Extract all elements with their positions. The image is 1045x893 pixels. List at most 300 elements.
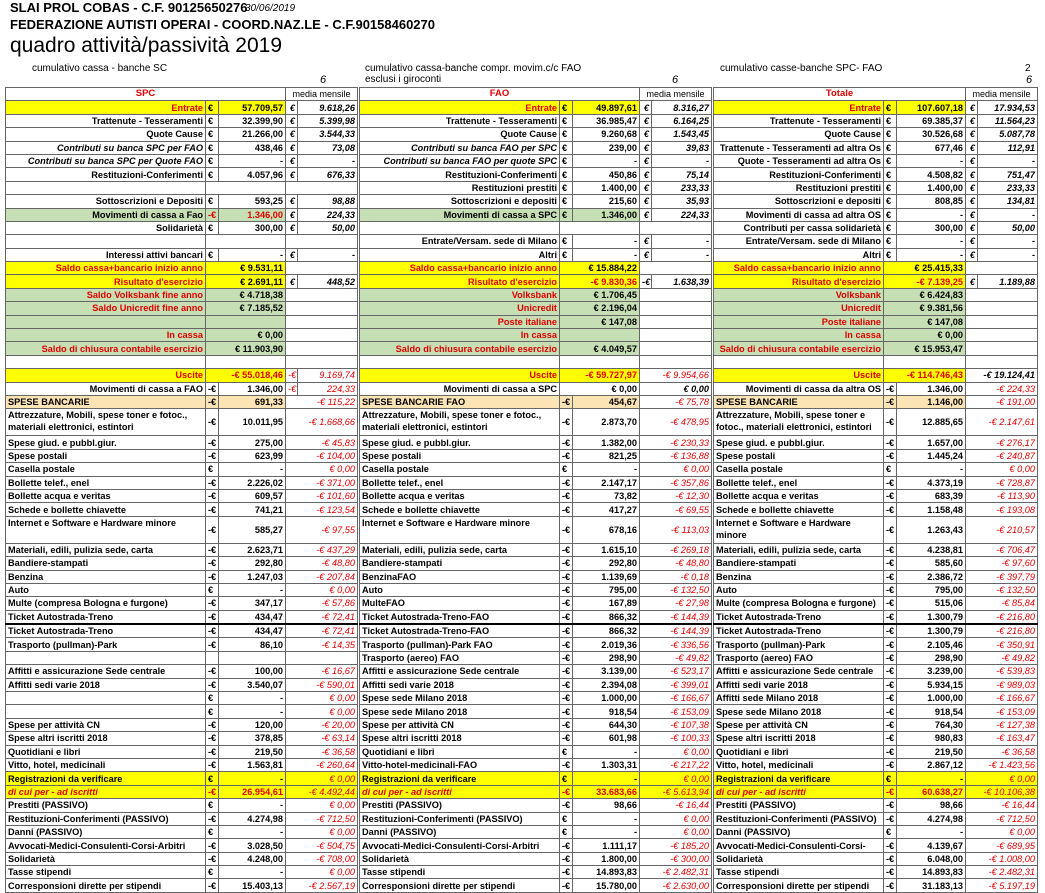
row-label: Risultato d'esercizio xyxy=(714,275,884,288)
expense-label: Affitti e assicurazione Sede centrale xyxy=(6,665,206,678)
expense-currency: -€ xyxy=(560,543,573,556)
expense-row xyxy=(6,772,358,785)
row-label: Contributi per cassa solidarietà xyxy=(714,221,884,234)
row-value xyxy=(560,221,640,234)
row-monthly-currency: -€ xyxy=(286,382,298,395)
row-monthly-currency: € xyxy=(286,208,298,221)
expense-currency: -€ xyxy=(206,476,219,489)
row-currency: € xyxy=(884,141,897,154)
expense-value: 73,82 xyxy=(573,489,640,502)
expense-value: 764,30 xyxy=(897,718,966,731)
expense-label: Prestiti (PASSIVO) xyxy=(6,799,206,812)
months-mid: 6 xyxy=(672,74,679,86)
expense-row xyxy=(6,799,358,812)
expense-value: 2.873,70 xyxy=(573,409,640,436)
expense-row xyxy=(6,852,358,865)
expense-label: Ticket Autostrada-Treno-FAO xyxy=(360,610,560,624)
expense-row xyxy=(360,825,712,838)
page-number: 2 xyxy=(1025,63,1031,74)
expense-row xyxy=(360,463,712,476)
expense-currency: € xyxy=(884,772,897,785)
expense-currency: -€ xyxy=(206,610,219,624)
expense-row xyxy=(714,678,1038,691)
row-currency: € xyxy=(884,235,897,248)
row-value: 300,00 xyxy=(219,221,286,234)
expense-row xyxy=(6,718,358,731)
summary-row xyxy=(6,181,358,194)
expense-monthly: € 0,00 xyxy=(640,463,712,476)
row-value: 593,25 xyxy=(219,195,286,208)
row-monthly: - xyxy=(978,235,1038,248)
expense-currency: -€ xyxy=(884,638,897,651)
row-value: - xyxy=(897,208,966,221)
expense-label: Spese sede Milano 2018 xyxy=(360,692,560,705)
expense-label: Multe (compresa Bologna e furgone) xyxy=(6,597,206,610)
summary-row xyxy=(6,315,358,328)
expense-label: Spese per attività CN xyxy=(6,718,206,731)
expense-row xyxy=(360,543,712,556)
expense-currency: -€ xyxy=(206,785,219,798)
row-currency: € xyxy=(206,114,219,127)
expense-row xyxy=(6,557,358,570)
expense-row xyxy=(714,692,1038,705)
row-monthly: 98,88 xyxy=(298,195,358,208)
expense-monthly: -€ 72,41 xyxy=(286,624,358,638)
expense-currency: € xyxy=(884,825,897,838)
summary-row xyxy=(6,369,358,382)
row-monthly-currency: € xyxy=(286,114,298,127)
expense-currency: -€ xyxy=(206,570,219,583)
summary-row xyxy=(714,141,1038,154)
expense-value: 601,98 xyxy=(573,732,640,745)
expense-monthly: -€ 1.423,56 xyxy=(966,758,1038,771)
expense-value: 741,21 xyxy=(219,503,286,516)
summary-row xyxy=(360,195,712,208)
expense-monthly: -€ 132,50 xyxy=(640,583,712,596)
expense-label: Corresponsioni dirette per stipendi xyxy=(360,879,560,892)
expense-row xyxy=(360,395,712,408)
expense-monthly: -€ 72,41 xyxy=(286,610,358,624)
row-label: Saldo di chiusura contabile esercizio xyxy=(714,342,884,355)
expense-label: Internet e Software e Hardware minore xyxy=(360,516,560,543)
row-monthly: 224,33 xyxy=(652,208,712,221)
expense-currency: -€ xyxy=(206,678,219,691)
expense-currency: € xyxy=(206,583,219,596)
summary-row xyxy=(6,275,358,288)
media-mensile-header: media mensile xyxy=(640,88,712,101)
expense-label: Benzina xyxy=(6,570,206,583)
expense-label: Affitti sedi varie 2018 xyxy=(714,678,884,691)
expense-value: - xyxy=(219,583,286,596)
expense-value: - xyxy=(219,772,286,785)
expense-label: Trasporto (pullman)-Park xyxy=(6,638,206,651)
expense-value: 275,00 xyxy=(219,436,286,449)
expense-currency: -€ xyxy=(560,638,573,651)
expense-currency: -€ xyxy=(560,852,573,865)
row-value: 1.346,00 xyxy=(219,382,286,395)
expense-currency: € xyxy=(206,866,219,879)
row-label: Interessi attivi bancari xyxy=(6,248,206,261)
row-monthly: - xyxy=(298,154,358,167)
expense-value: 100,00 xyxy=(219,665,286,678)
expense-monthly: -€ 217,22 xyxy=(640,758,712,771)
summary-row xyxy=(6,114,358,127)
row-monthly xyxy=(286,235,358,248)
summary-row xyxy=(6,221,358,234)
expense-label: Quotidiani e libri xyxy=(6,745,206,758)
row-monthly-currency: € xyxy=(286,128,298,141)
expense-value: 292,80 xyxy=(573,557,640,570)
row-value: € 11.903,90 xyxy=(206,342,286,355)
expense-monthly: -€ 2.482,31 xyxy=(640,866,712,879)
row-value: 21.266,00 xyxy=(219,128,286,141)
expense-label: Casella postale xyxy=(714,463,884,476)
expense-label: di cui per - ad iscritti xyxy=(6,785,206,798)
row-currency: € xyxy=(560,168,573,181)
expense-label: Spese altri iscritti 2018 xyxy=(714,732,884,745)
row-currency: € xyxy=(884,154,897,167)
row-monthly xyxy=(966,315,1038,328)
row-value xyxy=(206,315,286,328)
expense-monthly: -€ 397,79 xyxy=(966,570,1038,583)
row-label: Restituzioni-Conferimenti xyxy=(6,168,206,181)
row-monthly xyxy=(640,302,712,315)
expense-value: 980,83 xyxy=(897,732,966,745)
summary-row xyxy=(6,302,358,315)
expense-monthly: -€ 100,33 xyxy=(640,732,712,745)
row-currency: € xyxy=(206,154,219,167)
expense-monthly: -€ 63,14 xyxy=(286,732,358,745)
summary-row xyxy=(714,154,1038,167)
row-currency: -€ xyxy=(884,382,897,395)
expense-label: Bollette telef., enel xyxy=(360,476,560,489)
expense-monthly: -€ 2.630,00 xyxy=(640,879,712,892)
org-line xyxy=(10,0,296,16)
expense-label: Trasporto (aereo) FAO xyxy=(714,651,884,664)
row-value: - xyxy=(219,154,286,167)
expense-monthly: -€ 216,80 xyxy=(966,624,1038,638)
expense-value: 4.274,98 xyxy=(897,812,966,825)
expense-value: 14.893,83 xyxy=(897,866,966,879)
expense-value: 5.934,15 xyxy=(897,678,966,691)
row-label xyxy=(714,355,884,368)
expense-value: 434,47 xyxy=(219,624,286,638)
expense-currency: -€ xyxy=(884,866,897,879)
expense-currency: -€ xyxy=(560,692,573,705)
expense-currency: -€ xyxy=(884,745,897,758)
expense-currency: € xyxy=(884,463,897,476)
row-monthly xyxy=(640,329,712,342)
row-value: - xyxy=(573,248,640,261)
row-value: € 147,08 xyxy=(560,315,640,328)
expense-value: 1.111,17 xyxy=(573,839,640,852)
row-monthly-currency: € xyxy=(640,114,652,127)
expense-value: 1.615,10 xyxy=(573,543,640,556)
expense-label: Bollette acqua e veritas xyxy=(6,489,206,502)
summary-row xyxy=(360,355,712,368)
expense-monthly: -€ 166,67 xyxy=(966,692,1038,705)
expense-row xyxy=(6,610,358,624)
expense-value: 1.158,48 xyxy=(897,503,966,516)
expense-row xyxy=(714,557,1038,570)
row-label xyxy=(6,315,206,328)
expense-currency: -€ xyxy=(560,624,573,638)
row-monthly: 233,33 xyxy=(652,181,712,194)
expense-row xyxy=(714,732,1038,745)
expense-row xyxy=(360,812,712,825)
expense-label: Restituzioni-Conferimenti (PASSIVO) xyxy=(6,812,206,825)
expense-value: 2.226,02 xyxy=(219,476,286,489)
expense-label: Bandiere-stampati xyxy=(714,557,884,570)
media-mensile-header: media mensile xyxy=(966,88,1038,101)
row-label xyxy=(6,235,206,248)
expense-monthly: -€ 163,47 xyxy=(966,732,1038,745)
expense-row xyxy=(6,785,358,798)
row-label: Sottoscrizioni e Depositi xyxy=(6,195,206,208)
expense-value: 866,32 xyxy=(573,610,640,624)
expense-currency: € xyxy=(206,692,219,705)
row-label: Risultato d'esercizio xyxy=(6,275,206,288)
expense-row xyxy=(714,718,1038,731)
expense-value: - xyxy=(897,463,966,476)
expense-currency: -€ xyxy=(206,395,219,408)
row-monthly: - xyxy=(652,154,712,167)
expense-monthly: -€ 240,87 xyxy=(966,449,1038,462)
row-currency: € xyxy=(884,168,897,181)
expense-label: Ticket Autostrada-Treno xyxy=(714,624,884,638)
expense-value: 378,85 xyxy=(219,732,286,745)
row-monthly xyxy=(966,302,1038,315)
row-label: Saldo Unicredit fine anno xyxy=(6,302,206,315)
expense-row xyxy=(360,785,712,798)
row-value: 32.399,90 xyxy=(219,114,286,127)
expense-value: 60.638,27 xyxy=(897,785,966,798)
row-value: 215,60 xyxy=(573,195,640,208)
expense-row xyxy=(6,449,358,462)
expense-value: 1.300,79 xyxy=(897,624,966,638)
row-label: Trattenute - Tesseramenti ad altra Os xyxy=(714,141,884,154)
row-label: Restituzioni-Conferimenti xyxy=(714,168,884,181)
expense-monthly: € 0,00 xyxy=(286,692,358,705)
row-currency: € xyxy=(206,168,219,181)
row-monthly: 50,00 xyxy=(978,221,1038,234)
expense-value: - xyxy=(573,463,640,476)
expense-value: - xyxy=(219,463,286,476)
summary-row xyxy=(714,302,1038,315)
row-monthly: 1.543,45 xyxy=(652,128,712,141)
row-value: € 0,00 xyxy=(206,329,286,342)
expense-currency: -€ xyxy=(884,718,897,731)
expense-label: Bollette acqua e veritas xyxy=(714,489,884,502)
row-currency: € xyxy=(206,141,219,154)
expense-monthly: -€ 166,67 xyxy=(640,692,712,705)
row-monthly-currency: € xyxy=(966,101,978,114)
row-monthly-currency: € xyxy=(640,248,652,261)
expense-monthly: -€ 49,82 xyxy=(966,651,1038,664)
spreadsheet xyxy=(5,87,1038,891)
row-monthly xyxy=(286,315,358,328)
expense-row xyxy=(6,839,358,852)
row-monthly xyxy=(640,315,712,328)
expense-label: Ticket Autostrada-Treno xyxy=(714,610,884,624)
expense-row xyxy=(6,732,358,745)
row-value: 1.400,00 xyxy=(573,181,640,194)
summary-row xyxy=(714,114,1038,127)
summary-row xyxy=(360,181,712,194)
row-label: Quote Cause xyxy=(714,128,884,141)
expense-value: 1.247,03 xyxy=(219,570,286,583)
expense-label: Spese sede Milano 2018 xyxy=(714,705,884,718)
expense-value: 15.403,13 xyxy=(219,879,286,892)
expense-value: 2.394,08 xyxy=(573,678,640,691)
expense-row xyxy=(360,678,712,691)
expense-currency: € xyxy=(206,799,219,812)
expense-monthly: -€ 85,84 xyxy=(966,597,1038,610)
expense-label: di cui per - ad iscritti xyxy=(714,785,884,798)
row-label: Quote - Tesseramenti ad altra Os xyxy=(714,154,884,167)
expense-monthly: -€ 136,88 xyxy=(640,449,712,462)
row-value: -€ 9.830,36 xyxy=(560,275,640,288)
section-header xyxy=(360,88,712,101)
expense-currency: € xyxy=(206,463,219,476)
expense-label: Bollette acqua e veritas xyxy=(360,489,560,502)
expense-currency: -€ xyxy=(560,503,573,516)
row-label: Entrate/Versam. sede di Milano xyxy=(360,235,560,248)
row-monthly-currency: € xyxy=(966,154,978,167)
expense-monthly: -€ 57,86 xyxy=(286,597,358,610)
summary-row xyxy=(714,329,1038,342)
row-monthly-currency: € xyxy=(966,195,978,208)
row-label: Contributi su banca FAO per SPC xyxy=(360,141,560,154)
expense-monthly: -€ 350,91 xyxy=(966,638,1038,651)
row-label: In cassa xyxy=(6,329,206,342)
row-value: 30.526,68 xyxy=(897,128,966,141)
federation-line: FEDERAZIONE AUTISTI OPERAI - COORD.NAZ.LE - C.F.90158460270 xyxy=(10,17,435,32)
row-monthly xyxy=(966,355,1038,368)
row-value: - xyxy=(897,235,966,248)
row-monthly: - xyxy=(652,248,712,261)
expense-row xyxy=(6,692,358,705)
expense-row xyxy=(360,624,712,638)
expense-value: 918,54 xyxy=(897,705,966,718)
expense-value: 2.147,17 xyxy=(573,476,640,489)
expense-value: 821,25 xyxy=(573,449,640,462)
row-monthly-currency: € xyxy=(640,235,652,248)
summary-row xyxy=(714,342,1038,355)
expense-label: Bandiere-stampati xyxy=(360,557,560,570)
expense-currency: -€ xyxy=(884,503,897,516)
expense-row xyxy=(6,825,358,838)
expense-row xyxy=(360,476,712,489)
expense-value: - xyxy=(897,772,966,785)
row-value: 239,00 xyxy=(573,141,640,154)
row-label: Trattenute - Tesseramenti xyxy=(714,114,884,127)
expense-monthly: -€ 16,67 xyxy=(286,665,358,678)
summary-row xyxy=(6,154,358,167)
expense-monthly: -€ 48,80 xyxy=(640,557,712,570)
expense-currency: -€ xyxy=(884,852,897,865)
row-monthly: 5.399,98 xyxy=(298,114,358,127)
row-label: Saldo di chiusura contabile esercizio xyxy=(6,342,206,355)
expense-value: 1.563,81 xyxy=(219,758,286,771)
expense-value: 2.019,36 xyxy=(573,638,640,651)
expense-value: 3.540,07 xyxy=(219,678,286,691)
expense-monthly: -€ 48,80 xyxy=(286,557,358,570)
row-monthly xyxy=(966,342,1038,355)
row-monthly xyxy=(966,329,1038,342)
row-monthly-currency: € xyxy=(966,221,978,234)
row-monthly: - xyxy=(978,248,1038,261)
expense-monthly: -€ 357,86 xyxy=(640,476,712,489)
expense-monthly xyxy=(286,651,358,664)
row-label: Movimenti di cassa da altra OS xyxy=(714,382,884,395)
expense-currency: -€ xyxy=(884,678,897,691)
expense-value: 31.183,13 xyxy=(897,879,966,892)
row-value: € 0,00 xyxy=(884,329,966,342)
expense-label: Affitti e assicurazione Sede centrale xyxy=(714,665,884,678)
caption-mid-2: esclusi i giroconti xyxy=(365,74,442,85)
expense-label: Trasporto (aereo) FAO xyxy=(360,651,560,664)
row-label: Saldo di chiusura contabile esercizio xyxy=(360,342,560,355)
row-value: 450,86 xyxy=(573,168,640,181)
expense-monthly: -€ 49,82 xyxy=(640,651,712,664)
row-value xyxy=(884,355,966,368)
expense-monthly: -€ 16,44 xyxy=(640,799,712,812)
expense-value: 120,00 xyxy=(219,718,286,731)
row-value: € 9.531,11 xyxy=(206,262,286,275)
expense-label: Vitto-hotel-medicinali-FAO xyxy=(360,758,560,771)
expense-currency: -€ xyxy=(560,758,573,771)
expense-row xyxy=(714,489,1038,502)
expense-monthly: -€ 989,03 xyxy=(966,678,1038,691)
row-value: 4.508,82 xyxy=(897,168,966,181)
expense-monthly: -€ 269,18 xyxy=(640,543,712,556)
expense-label: di cui per - ad iscritti xyxy=(360,785,560,798)
row-value: -€ 7.139,25 xyxy=(884,275,966,288)
expense-label: Multe (compresa Bologna e furgone) xyxy=(714,597,884,610)
row-currency: € xyxy=(206,101,219,114)
row-monthly: 6.164,25 xyxy=(652,114,712,127)
expense-label: Trasporto (pullman)-Park FAO xyxy=(360,638,560,651)
expense-monthly: -€ 97,55 xyxy=(286,516,358,543)
row-currency: € xyxy=(560,114,573,127)
summary-row xyxy=(714,195,1038,208)
expense-monthly: -€ 590,01 xyxy=(286,678,358,691)
row-monthly-currency: -€ xyxy=(286,369,298,382)
summary-row xyxy=(714,355,1038,368)
expense-label: Danni (PASSIVO) xyxy=(6,825,206,838)
expense-value: 2.623,71 xyxy=(219,543,286,556)
expense-label: Avvocati-Medici-Consulenti-Corsi-Arbitri xyxy=(6,839,206,852)
expense-monthly: -€ 336,56 xyxy=(640,638,712,651)
expense-monthly: -€ 712,50 xyxy=(286,812,358,825)
row-value: - xyxy=(897,154,966,167)
row-value: 9.260,68 xyxy=(573,128,640,141)
summary-row xyxy=(360,168,712,181)
summary-row xyxy=(6,195,358,208)
expense-value: 33.683,66 xyxy=(573,785,640,798)
summary-row xyxy=(714,208,1038,221)
expense-row xyxy=(360,436,712,449)
expense-label: Ticket Autostrada-Treno xyxy=(6,610,206,624)
expense-monthly: -€ 207,84 xyxy=(286,570,358,583)
row-monthly: 112,91 xyxy=(978,141,1038,154)
caption-left: cumulativo cassa - banche SC xyxy=(32,63,168,74)
summary-row xyxy=(360,235,712,248)
row-monthly: 3.544,33 xyxy=(298,128,358,141)
expense-row xyxy=(6,570,358,583)
expense-monthly: -€ 2.147,61 xyxy=(966,409,1038,436)
